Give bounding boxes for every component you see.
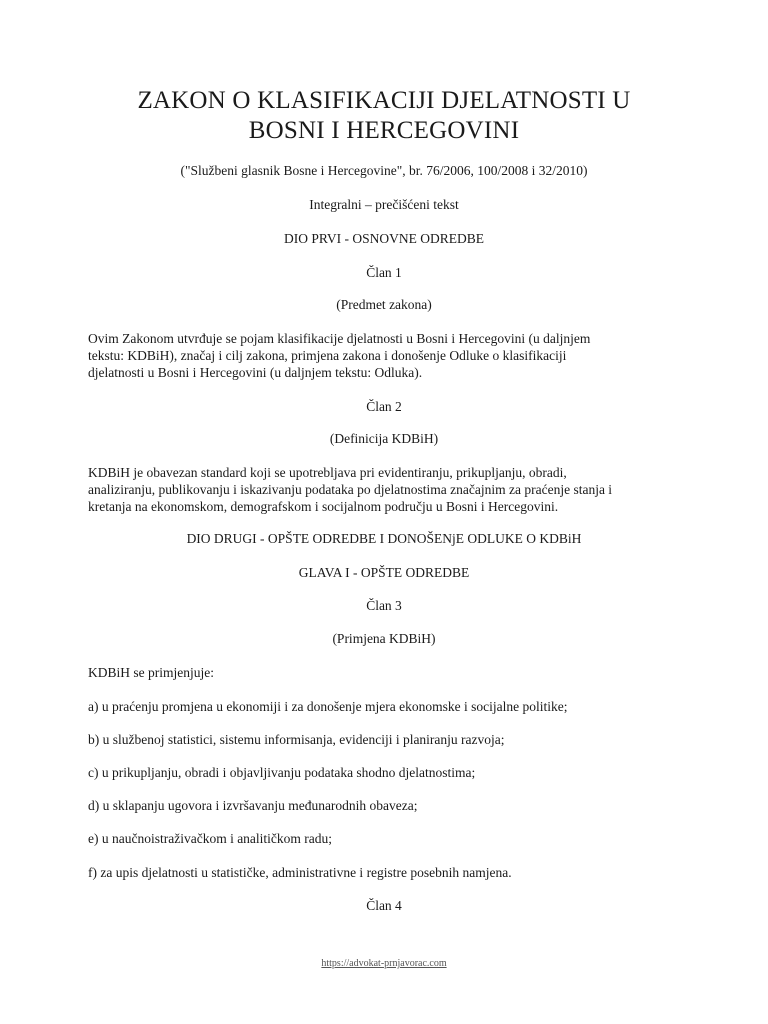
article-2-text-line: KDBiH je obavezan standard koji se upotrebljava pri evidentiranju, prikupljanju, obradi, [88,465,567,480]
article-3-intro: KDBiH se primjenjuje: [88,665,214,680]
article-3-list-item: b) u službenoj statistici, sistemu informisanja, evidenciji i planiranju razvoja; [88,732,505,747]
article-3-list-item: f) za upis djelatnosti u statističke, administrativne i registre posebnih namjena. [88,865,512,880]
document-subtitle: Integralni – prečišćeni tekst [309,197,459,212]
article-1-text-line: djelatnosti u Bosni i Hercegovini (u daljnjem tekstu: Odluka). [88,365,423,380]
article-3-list-item: e) u naučnoistraživačkom i analitičkom radu; [88,831,333,846]
gazette-reference: ("Službeni glasnik Bosne i Hercegovine", br. 76/2006, 100/2008 i 32/2010) [180,163,588,178]
footer-website-link[interactable]: https://advokat-prnjavorac.com [321,958,447,969]
chapter-one-heading: GLAVA I - OPŠTE ODREDBE [298,565,470,580]
part-one-heading: DIO PRVI - OSNOVNE ODREDBE [284,231,484,246]
article-2-text-line: analiziranju, publikovanju i iskazivanju podataka po djelatnostima značajnim za praćenje stanja i [88,482,613,497]
part-two-heading: DIO DRUGI - OPŠTE ODREDBE I DONOŠENjE ODLUKE O KDBiH [186,531,582,546]
document-title-line-2: BOSNI I HERCEGOVINI [248,117,520,144]
document-title-line-1: ZAKON O KLASIFIKACIJI DJELATNOSTI U [137,87,631,114]
article-1-text-line: tekstu: KDBiH), značaj i cilj zakona, primjena zakona i donošenje Odluke o klasifikaciji [88,348,567,363]
article-1-text-line: Ovim Zakonom utvrđuje se pojam klasifikacije djelatnosti u Bosni i Hercegovini (u daljnjem [88,331,591,346]
article-2-number: Član 2 [366,399,402,414]
article-4-number: Član 4 [366,898,402,913]
article-3-list-item: d) u sklapanju ugovora i izvršavanju međunarodnih obaveza; [88,798,418,813]
article-3-list-item: a) u praćenju promjena u ekonomiji i za donošenje mjera ekonomske i socijalne politike; [88,699,568,714]
article-3-caption: (Primjena KDBiH) [332,631,436,646]
article-2-text-line: kretanja na ekonomskom, demografskom i socijalnom području u Bosni i Hercegovini. [88,499,559,514]
article-1-caption: (Predmet zakona) [336,297,432,312]
article-2-caption: (Definicija KDBiH) [329,431,439,446]
article-3-number: Član 3 [366,598,402,613]
article-1-number: Član 1 [366,265,402,280]
article-3-list-item: c) u prikupljanju, obradi i objavljivanju podataka shodno djelatnostima; [88,765,476,780]
